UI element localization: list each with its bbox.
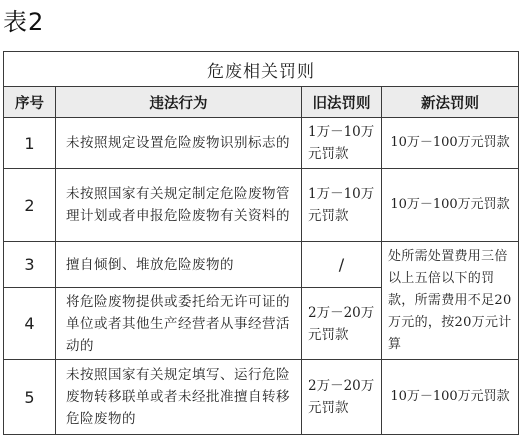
old-penalty-cell: 1万－10万元罚款 — [302, 118, 382, 169]
old-penalty-cell: 1万－10万元罚款 — [302, 169, 382, 242]
header-no: 序号 — [4, 87, 56, 118]
old-penalty-cell: / — [302, 242, 382, 288]
violation-cell: 未按照规定设置危险废物识别标志的 — [56, 118, 302, 169]
row-number: 1 — [4, 118, 56, 169]
row-number: 2 — [4, 169, 56, 242]
row-number: 3 — [4, 242, 56, 288]
table-row — [4, 360, 519, 435]
table-header-row — [4, 87, 519, 118]
violation-cell: 擅自倾倒、堆放危险废物的 — [56, 242, 302, 288]
violation-cell: 将危险废物提供或委托给无许可证的单位或者其他生产经营者从事经营活动的 — [56, 288, 302, 360]
table-row — [4, 169, 519, 242]
violation-cell: 未按照国家有关规定填写、运行危险废物转移联单或者未经批准擅自转移危险废物的 — [56, 360, 302, 435]
table-row — [4, 118, 519, 169]
table-label: 表2 — [3, 8, 45, 36]
new-penalty-cell: 10万－100万元罚款 — [382, 360, 519, 435]
row-number: 5 — [4, 360, 56, 435]
violation-cell: 未按照国家有关规定制定危险废物管理计划或者申报危险废物有关资料的 — [56, 169, 302, 242]
penalty-table — [3, 51, 519, 435]
new-penalty-cell: 处所需处置费用三倍以上五倍以下的罚款，所需费用不足20万元的，按20万元计算 — [382, 242, 519, 360]
new-penalty-cell: 10万－100万元罚款 — [382, 118, 519, 169]
old-penalty-cell: 2万－20万元罚款 — [302, 360, 382, 435]
header-new: 新法罚则 — [382, 87, 519, 118]
table-title-row — [4, 52, 519, 87]
header-old: 旧法罚则 — [302, 87, 382, 118]
table-title: 危废相关罚则 — [4, 52, 519, 87]
new-penalty-cell: 10万－100万元罚款 — [382, 169, 519, 242]
header-act: 违法行为 — [56, 87, 302, 118]
table-row — [4, 242, 519, 288]
row-number: 4 — [4, 288, 56, 360]
old-penalty-cell: 2万－20万元罚款 — [302, 288, 382, 360]
